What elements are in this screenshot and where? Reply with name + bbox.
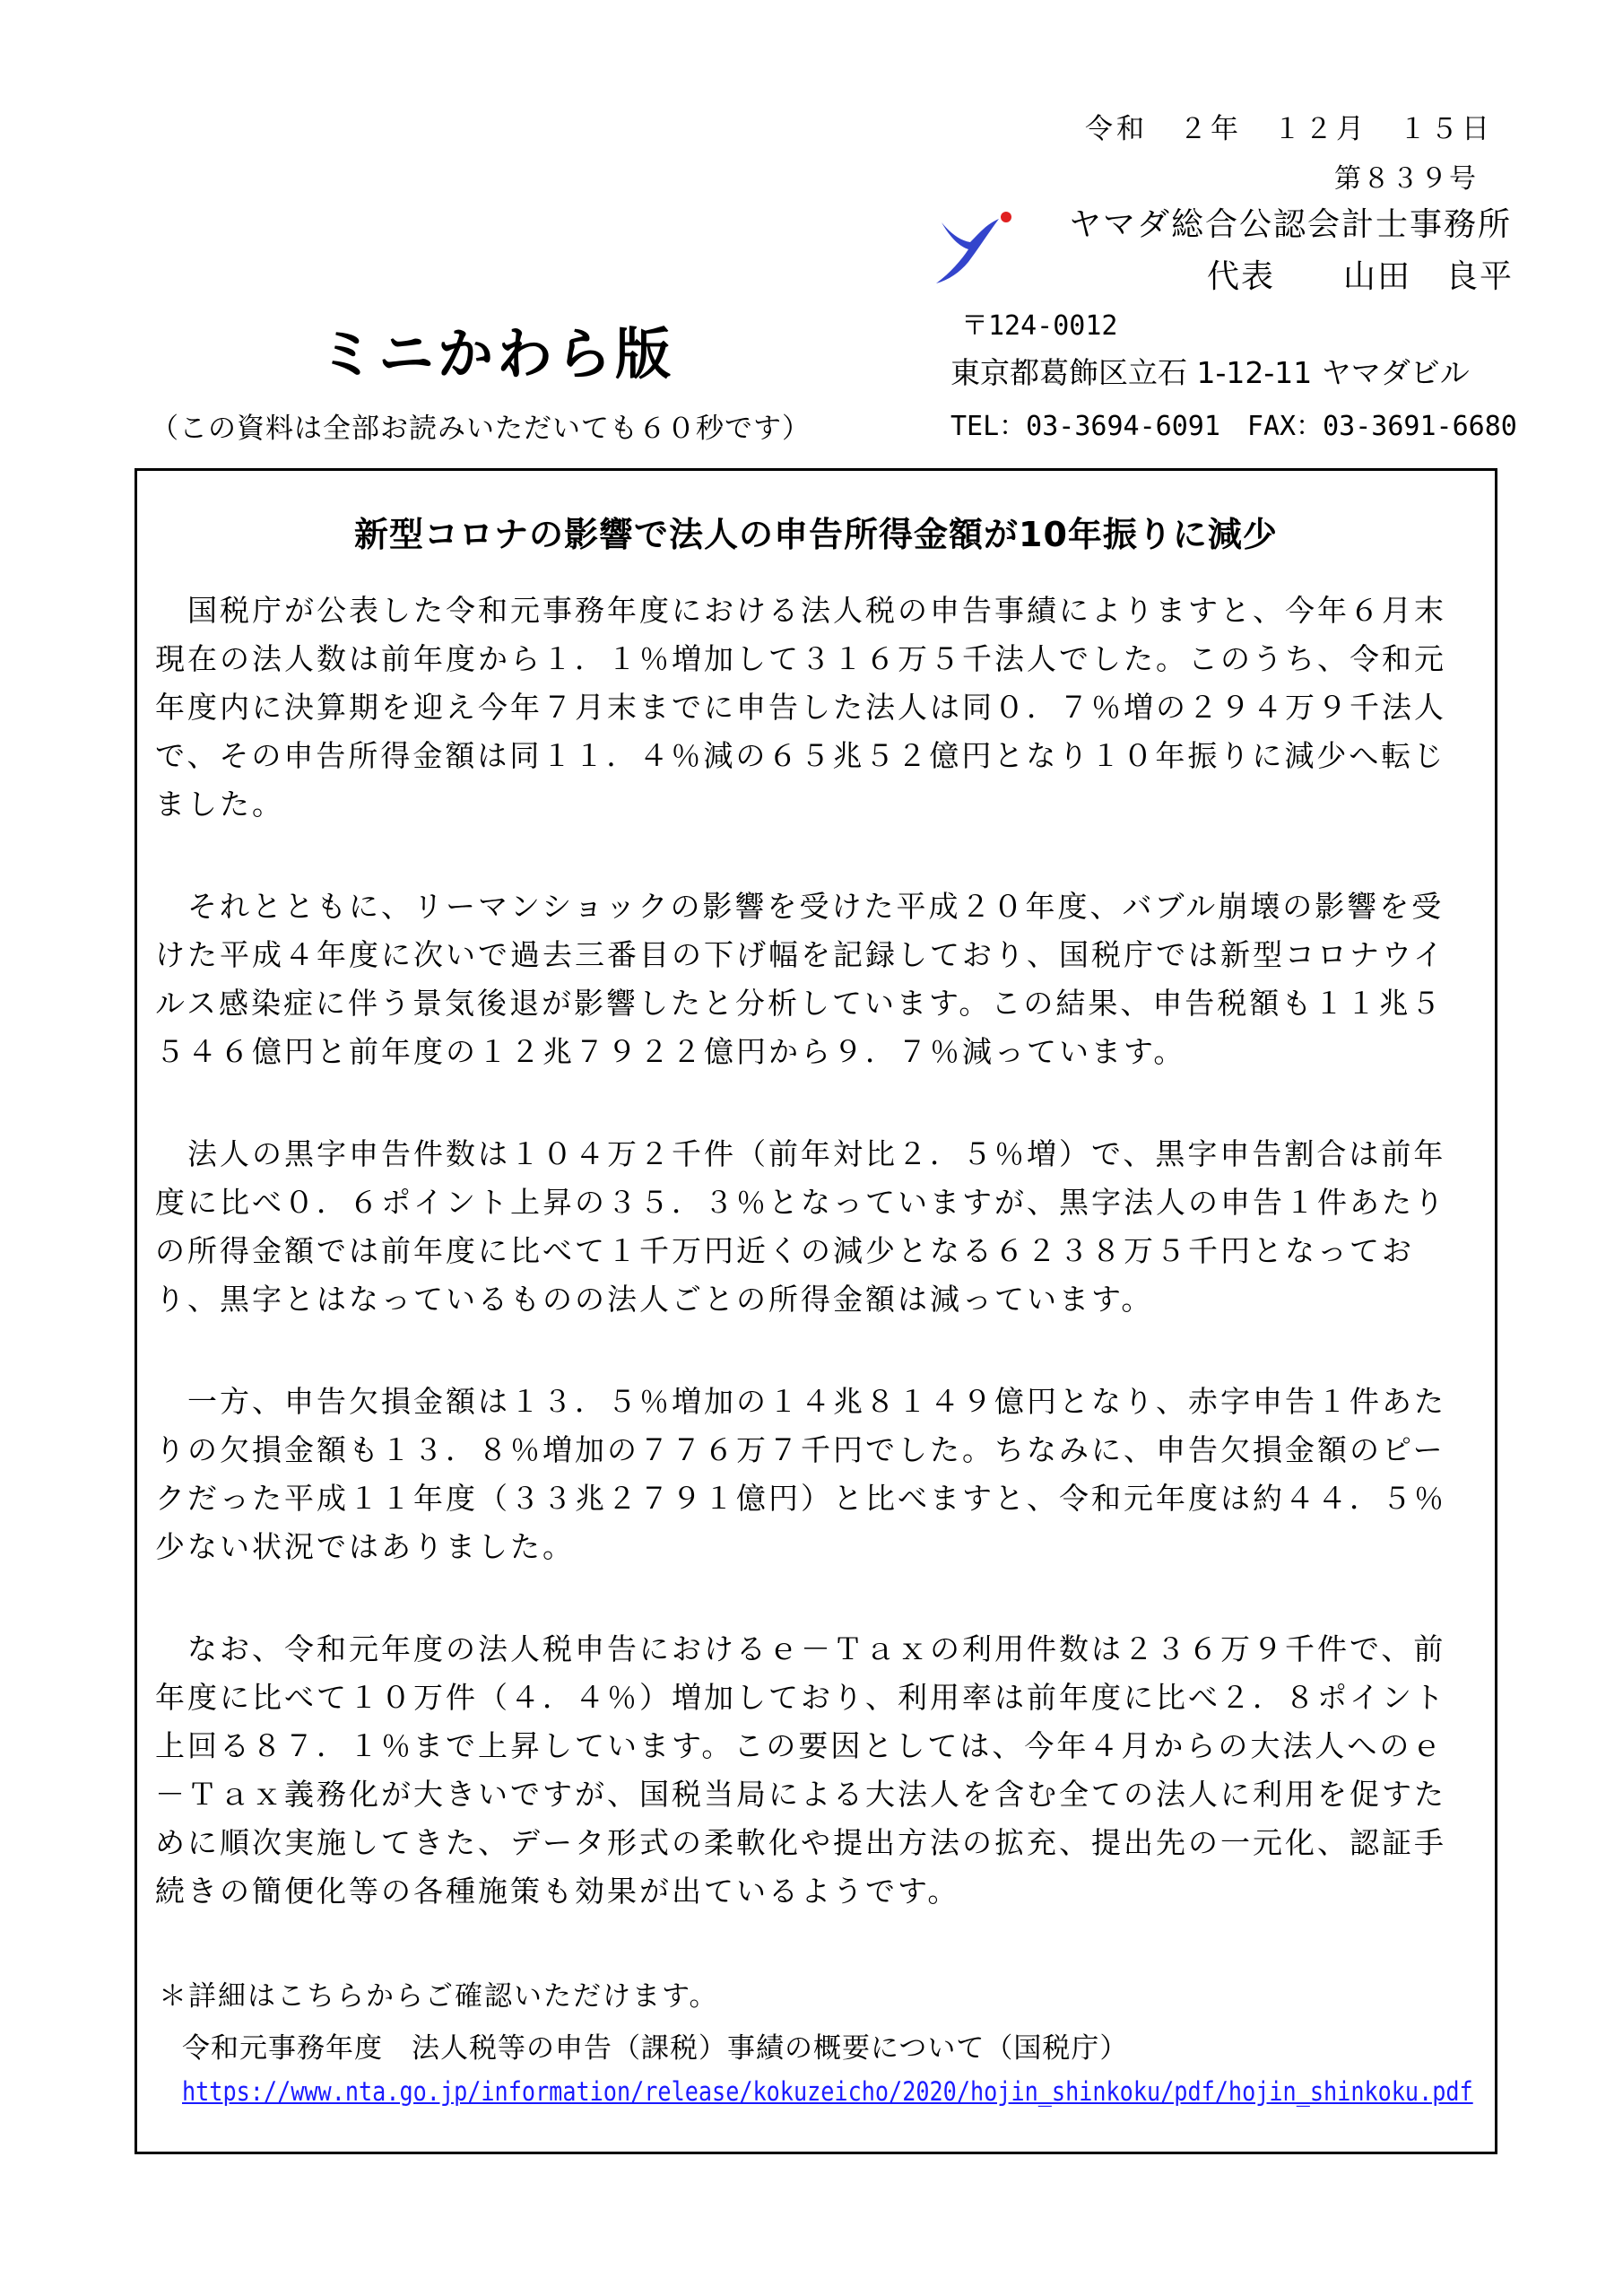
logo-swoosh [936,219,999,283]
body-line: クだった平成１１年度（３３兆２７９１億円）と比べますと、令和元年度は約４４．５％ [155,1481,1446,1516]
representative: 代表 山田 良平 [1207,258,1515,295]
body-line: めに順次実施してきた、データ形式の柔軟化や提出方法の拡充、提出先の一元化、認証手 [155,1825,1446,1860]
firm-logo [924,197,1022,287]
body-line: 上回る８７．１％まで上昇しています。この要因としては、今年４月からの大法人へのｅ [155,1728,1445,1763]
source-link[interactable]: https://www.nta.go.jp/information/release/kokuzeicho/2020/hojin_shinkoku/pdf/hojin_shinkoku.pdf [182,2076,1473,2107]
issue-number: 第８３９号 [1334,163,1478,195]
body-line: 度に比べ０．６ポイント上昇の３５．３％となっていますが、黒字法人の申告１件あたり [155,1185,1446,1220]
article-title: 新型コロナの影響で法人の申告所得金額が10年振りに減少 [354,515,1278,554]
body-line: ５４６億円と前年度の１２兆７９２２億円から９．７％減っています。 [155,1034,1186,1069]
address: 東京都葛飾区立石 1-12-11 ヤマダビル [950,355,1470,390]
source-title: 令和元事務年度 法人税等の申告（課税）事績の概要について（国税庁） [182,2032,1129,2065]
newsletter-title: ミニかわら版 [319,321,675,387]
newsletter-subtitle: （この資料は全部お読みいただいても６０秒です） [151,413,811,445]
postal-code: 〒124-0012 [961,310,1118,342]
body-line: 年度内に決算期を迎え今年７月末までに申告した法人は同０．７％増の２９４万９千法人 [155,690,1446,725]
body-line: の所得金額では前年度に比べて１千万円近くの減少となる６２３８万５千円となってお [155,1233,1414,1268]
body-line: で、その申告所得金額は同１１．４％減の６５兆５２億円となり１０年振りに減少へ転じ [155,738,1446,773]
body-line: 法人の黒字申告件数は１０４万２千件（前年対比２．５％増）で、黒字申告割合は前年 [155,1136,1446,1171]
body-line: なお、令和元年度の法人税申告におけるｅ－Ｔａｘの利用件数は２３６万９千件で、前 [155,1631,1446,1666]
body-line: －Ｔａｘ義務化が大きいですが、国税当局による大法人を含む全ての法人に利用を促すた [155,1777,1446,1812]
body-line: り、黒字とはなっているものの法人ごとの所得金額は減っています。 [155,1282,1154,1317]
body-line: ルス感染症に伴う景気後退が影響したと分析しています。この結果、申告税額も１１兆５ [155,986,1444,1021]
body-line: けた平成４年度に次いで過去三番目の下げ幅を記録しており、国税庁では新型コロナウイ [155,937,1446,972]
body-line: 現在の法人数は前年度から１．１％増加して３１６万５千法人でした。このうち、令和元 [155,641,1446,676]
article-box [135,468,1497,2154]
body-line: ました。 [155,787,284,822]
contact-info: TEL：03-3694-6091 FAX：03-3691-6680 [950,411,1517,442]
body-line: りの欠損金額も１３．８％増加の７７６万７千円でした。ちなみに、申告欠損金額のピー [155,1432,1445,1467]
logo-dot [1001,212,1011,222]
body-line: 少ない状況ではありました。 [155,1529,575,1564]
firm-name: ヤマダ総合公認会計士事務所 [1069,206,1513,243]
body-line: 続きの簡便化等の各種施策も効果が出ているようです。 [155,1874,960,1909]
body-line: 一方、申告欠損金額は１３．５％増加の１４兆８１４９億円となり、赤字申告１件あた [155,1384,1446,1419]
details-note: ＊詳細はこちらからご確認いただけます。 [159,1980,719,2013]
issue-date: 令和 ２年 １２月 １５日 [1085,113,1493,145]
body-line: それとともに、リーマンショックの影響を受けた平成２０年度、バブル崩壊の影響を受 [155,889,1445,924]
body-line: 年度に比べて１０万件（４．４％）増加しており、利用率は前年度に比べ２．８ポイント [155,1680,1446,1715]
body-line: 国税庁が公表した令和元事務年度における法人税の申告事績によりますと、今年６月末 [155,593,1446,628]
